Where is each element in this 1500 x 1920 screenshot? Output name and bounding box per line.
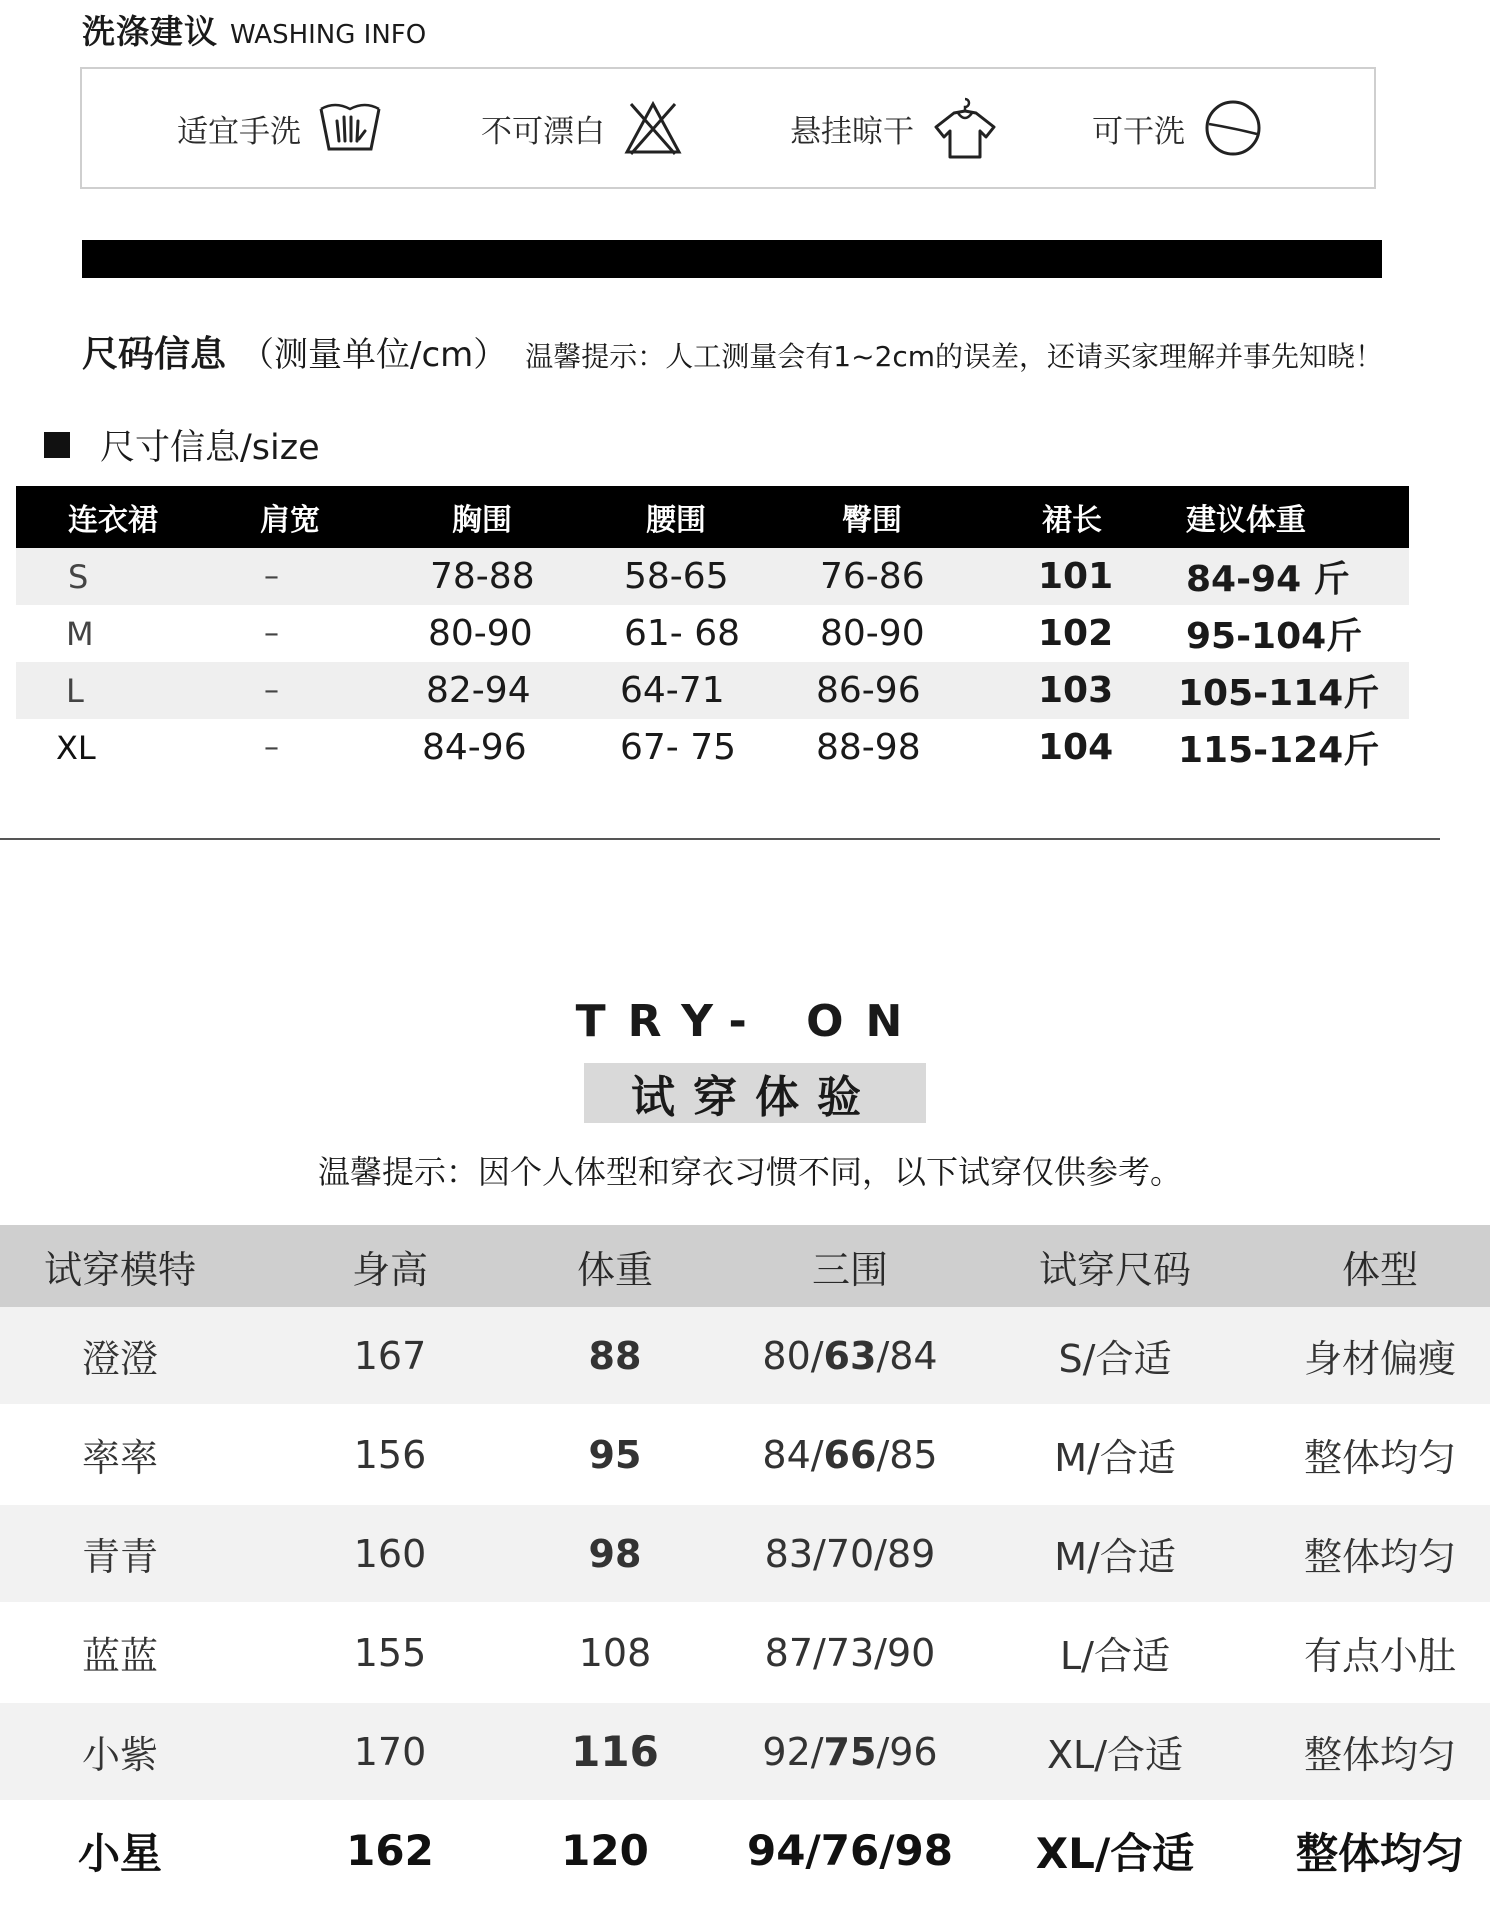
hang-dry-icon [932, 95, 998, 161]
waist-cell: 64-71 [620, 670, 725, 711]
measurements-cell [735, 1505, 965, 1602]
measurements-cell [735, 1604, 965, 1701]
weight-cell: 108 [578, 1630, 652, 1675]
hip-value: /89 [874, 1531, 936, 1576]
size-info-unit: （测量单位/cm） [240, 335, 508, 375]
height-cell: 156 [353, 1432, 427, 1477]
table-row [0, 1703, 1490, 1802]
bust-cell: 80-90 [428, 613, 533, 654]
waist-cell: 58-65 [624, 556, 729, 597]
table-row [0, 1406, 1490, 1505]
waist-value: 73 [825, 1630, 875, 1675]
hip-value: /84 [876, 1333, 938, 1378]
body-cell: 整体均匀 [1303, 1436, 1456, 1480]
waist-cell: 61- 68 [624, 613, 741, 654]
body-cell: 有点小肚 [1303, 1634, 1456, 1678]
size-cell: XL/合适 [1046, 1733, 1183, 1777]
length-cell: 104 [1038, 727, 1114, 768]
bust-cell: 84-96 [422, 727, 527, 768]
table-row [0, 1505, 1490, 1604]
tryon-table [0, 1225, 1490, 1901]
length-cell: 103 [1038, 670, 1114, 711]
shoulder-cell: – [264, 616, 279, 651]
no-bleach-icon [623, 100, 683, 156]
bust-value: 84/ [762, 1432, 824, 1477]
hip-value: /85 [876, 1432, 938, 1477]
weight-cell: 98 [588, 1531, 642, 1576]
bust-value: 92/ [762, 1729, 824, 1774]
dry-clean-icon [1203, 98, 1263, 158]
hip-cell: 88-98 [816, 727, 921, 768]
tryon-subtitle: 试穿体验 [584, 1063, 926, 1123]
bust-value: 94/ [746, 1826, 821, 1875]
waist-value: 76 [820, 1826, 880, 1875]
header-cell: 三围 [811, 1247, 888, 1292]
size-table-header [16, 486, 1409, 548]
weight-cell: 115-124斤 [1178, 730, 1380, 771]
tryon-table-header [0, 1225, 1490, 1307]
size-cell: XL/合适 [1035, 1828, 1195, 1878]
table-row [0, 1802, 1490, 1901]
weight-cell: 116 [571, 1727, 659, 1776]
hip-value: /96 [876, 1729, 938, 1774]
bust-cell: 82-94 [426, 670, 531, 711]
weight-cell: 88 [588, 1333, 642, 1378]
body-cell: 整体均匀 [1303, 1733, 1456, 1777]
length-cell: 102 [1038, 613, 1114, 654]
table-row [0, 1307, 1490, 1406]
waist-value: 66 [823, 1432, 877, 1477]
size-cell: M/合适 [1054, 1535, 1176, 1579]
shoulder-cell: – [264, 673, 279, 708]
height-cell: 162 [346, 1826, 434, 1875]
model-cell: 澄澄 [81, 1337, 158, 1381]
header-cell: 身高 [351, 1247, 428, 1292]
measurements-cell [735, 1802, 965, 1899]
wash-item-dry-clean [1092, 69, 1263, 187]
header-cell: 建议体重 [1186, 503, 1306, 538]
height-cell: 170 [353, 1729, 427, 1774]
weight-cell: 95 [588, 1432, 642, 1477]
height-cell: 167 [353, 1333, 427, 1378]
hip-cell: 76-86 [820, 556, 925, 597]
body-cell: 整体均匀 [1295, 1828, 1464, 1878]
table-row [16, 605, 1409, 662]
wash-label: 可干洗 [1092, 113, 1185, 150]
hip-value: /90 [874, 1630, 936, 1675]
size-cell: L [66, 671, 84, 710]
table-row [16, 719, 1409, 776]
square-bullet-icon [44, 432, 70, 458]
bust-value: 87/ [764, 1630, 826, 1675]
height-cell: 160 [353, 1531, 427, 1576]
bust-cell: 78-88 [430, 556, 535, 597]
hip-value: /98 [879, 1826, 954, 1875]
washing-icons-box [80, 67, 1376, 189]
washing-title [82, 6, 426, 53]
body-cell: 身材偏瘦 [1303, 1337, 1456, 1381]
size-cell: M/合适 [1054, 1436, 1176, 1480]
header-cell: 肩宽 [260, 503, 320, 538]
wash-label: 不可漂白 [481, 113, 605, 150]
size-table [16, 486, 1409, 776]
header-cell: 胸围 [452, 503, 512, 538]
table-row [16, 662, 1409, 719]
washing-title-cn: 洗涤建议 [82, 12, 218, 51]
section-divider [0, 838, 1440, 840]
model-cell: 青青 [81, 1535, 158, 1579]
waist-value: 75 [823, 1729, 877, 1774]
hip-cell: 86-96 [816, 670, 921, 711]
size-subheading [44, 420, 320, 470]
table-row [16, 548, 1409, 605]
model-cell: 率率 [81, 1436, 158, 1480]
header-cell: 试穿尺码 [1038, 1247, 1191, 1292]
header-cell: 试穿模特 [43, 1247, 196, 1292]
weight-cell: 84-94 斤 [1186, 559, 1350, 600]
header-cell: 体重 [576, 1247, 653, 1292]
size-cell: L/合适 [1060, 1634, 1170, 1678]
black-divider-bar [82, 240, 1382, 278]
measurements-cell [735, 1703, 965, 1800]
measurements-cell [735, 1307, 965, 1404]
weight-cell: 105-114斤 [1178, 673, 1380, 714]
size-cell: M [66, 614, 94, 653]
measurements-cell [735, 1406, 965, 1503]
waist-value: 63 [823, 1333, 877, 1378]
wash-item-hang-dry [790, 69, 998, 187]
bust-value: 83/ [764, 1531, 826, 1576]
header-cell: 腰围 [646, 503, 706, 538]
header-cell: 体型 [1341, 1247, 1418, 1292]
waist-cell: 67- 75 [620, 727, 737, 768]
weight-cell: 95-104斤 [1186, 616, 1363, 657]
hip-cell: 80-90 [820, 613, 925, 654]
waist-value: 70 [825, 1531, 875, 1576]
tryon-tip: 温馨提示：因个人体型和穿衣习惯不同，以下试穿仅供参考。 [317, 1153, 1182, 1191]
size-info-tip: 温馨提示：人工测量会有1~2cm的误差，还请买家理解并事先知晓！ [525, 340, 1384, 373]
model-cell: 蓝蓝 [81, 1634, 158, 1678]
wash-label: 悬挂晾干 [790, 113, 914, 150]
shoulder-cell: – [264, 559, 279, 594]
size-cell: S [68, 557, 89, 596]
height-cell: 155 [353, 1630, 427, 1675]
table-row [0, 1604, 1490, 1703]
size-cell: XL [56, 728, 96, 767]
header-cell: 裙长 [1042, 503, 1102, 538]
hand-wash-icon [319, 99, 381, 157]
length-cell: 101 [1038, 556, 1114, 597]
wash-item-no-bleach [481, 69, 683, 187]
model-cell: 小紫 [81, 1733, 158, 1777]
size-info-title: 尺码信息 [82, 334, 227, 375]
weight-cell: 120 [561, 1826, 649, 1875]
wash-item-hand-wash [177, 69, 381, 187]
header-cell: 臀围 [842, 503, 902, 538]
size-info-heading [82, 326, 1383, 377]
header-cell: 连衣裙 [68, 503, 158, 538]
shoulder-cell: – [264, 730, 279, 765]
wash-label: 适宜手洗 [177, 113, 301, 150]
model-cell: 小星 [77, 1828, 162, 1878]
size-subheading-text: 尺寸信息/size [100, 428, 320, 468]
bust-value: 80/ [762, 1333, 824, 1378]
washing-title-en: WASHING INFO [230, 20, 427, 50]
size-cell: S/合适 [1058, 1337, 1172, 1381]
body-cell: 整体均匀 [1303, 1535, 1456, 1579]
tryon-title: TRY- ON [575, 996, 925, 1047]
